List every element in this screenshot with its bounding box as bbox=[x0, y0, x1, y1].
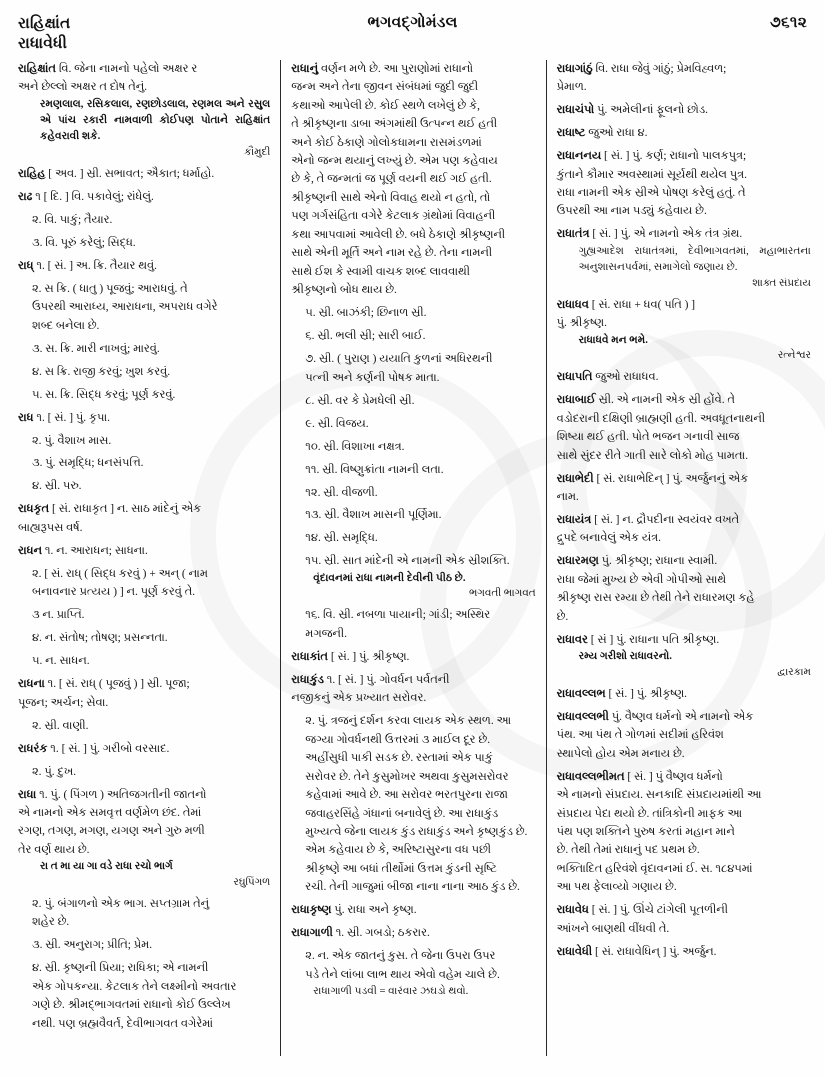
entry-citation: કૌમુદી bbox=[244, 146, 271, 158]
headword: રાધાભેદી bbox=[556, 472, 594, 485]
entry-headword-line: ૨. પું. દુખ. bbox=[32, 765, 77, 778]
entry-definition-line: એનો જન્મ થયાનું લખ્યું છે. એમ પણ કહેવાય bbox=[291, 155, 498, 167]
entry-definition-line: પું. શ્રીકૃષ્ણ. bbox=[556, 317, 607, 330]
dictionary-entry bbox=[18, 363, 270, 381]
entry-headword-line: ૬. સ્રી. ભલી સ્રી; સારી બાઈ. bbox=[305, 330, 426, 343]
entry-citation: ભગવતી ભાગવત bbox=[468, 588, 536, 600]
entry-definition-line: ગણે છે. શ્રીમદ્ભાગવતમાં રાધાનો કોઈ ઉલ્લેખ bbox=[32, 999, 231, 1012]
dictionary-entry bbox=[291, 901, 535, 919]
headword: રાધાચંપો bbox=[556, 104, 595, 117]
columns-container bbox=[0, 56, 825, 1066]
entry-headword-line: રાધાવેધી [ સં. રાધાવેધિન્ ] પું. અર્જુન. bbox=[556, 945, 717, 958]
entry-headword-line: ૧૨. સ્રી. વીજળી. bbox=[305, 486, 378, 499]
entry-definition-line: રાધા નામની એક સ્રીએ પોષણ કરેલું હતું. તે bbox=[556, 186, 746, 199]
entry-definition-line: પત્ની અને કર્ણની પોષક માતા. bbox=[305, 371, 440, 384]
guide-word-first: રાહિક્ષાંત bbox=[18, 15, 71, 32]
dictionary-entry bbox=[291, 350, 535, 387]
entry-headword-line: રાધાકાંત [ સં. ] પું. શ્રીકૃષ્ણ. bbox=[291, 650, 410, 663]
entry-definition-line: મગજની. bbox=[305, 627, 348, 640]
entry-headword-line: રાધાકૃષ્ણ પું. રાધા અને કૃષ્ણ. bbox=[291, 904, 417, 917]
entry-citation: દ્વારકામ bbox=[777, 666, 811, 678]
dictionary-entry bbox=[18, 786, 270, 891]
header-guide-words bbox=[18, 14, 278, 54]
entry-headword-line: રાધ્ ૧. [ સં. ] અ. ક્રિ. તૈયાર થવું. bbox=[18, 259, 157, 272]
entry-headword-line: રાધાપતિ જુઓ રાધાધવ. bbox=[556, 371, 659, 384]
dictionary-entry bbox=[291, 924, 535, 942]
entry-definition-line: ઉપરથી આ નામ પડ્યું કહેવાય છે. bbox=[556, 205, 707, 218]
entry-headword-line: ૪. સ્રી. કૃષ્ણની પ્રિયા; રાધિકા; એ નામની bbox=[32, 962, 209, 975]
dictionary-entry bbox=[18, 340, 270, 358]
dictionary-entry bbox=[18, 652, 270, 670]
headword: રાધ bbox=[18, 411, 34, 424]
entry-headword-line: ૧૬. વિ. સ્રી. નબળા પાયાની; ગાંડી; અસ્થિર bbox=[305, 609, 491, 622]
dictionary-entry bbox=[291, 304, 535, 322]
dictionary-entry bbox=[557, 552, 811, 626]
headword: રાધાતંત્ર bbox=[556, 228, 590, 241]
dictionary-entry bbox=[291, 606, 535, 643]
entry-definition-line: નજીકનું એક પ્રખ્યાત સરોવર. bbox=[291, 692, 427, 705]
entry-definition-line: કુંતાને કૌમાર અવસ્થામાં સૂર્યથી થયેલ પુત્ર. bbox=[556, 168, 747, 181]
entry-headword-line: ૧૫. સ્રી. સાત માંદેની એ નામની એક સ્રીશક્તિ. bbox=[305, 555, 510, 568]
entry-usage-note: રાધાગાળી પડવી = વારંવાર ઝઘડો થવો. bbox=[313, 986, 469, 998]
entry-quotation: રમ્ય ગરીશો રાધાવરનો. bbox=[578, 651, 672, 663]
headword: રાધાકાંત bbox=[291, 650, 328, 663]
dictionary-entry bbox=[557, 631, 811, 680]
dictionary-entry bbox=[291, 415, 535, 433]
dictionary-entry bbox=[557, 511, 811, 548]
dictionary-entry bbox=[291, 506, 535, 524]
entry-headword-line: ૧૩. સ્રી. વૈશાખ માસની પૂર્ણિમા. bbox=[305, 509, 442, 522]
dictionary-entry bbox=[18, 763, 270, 781]
entry-definition-line: મુખ્યત્વે જેના લાયક કુંડ રાધાકુંડ અને કૃષ્ણકુંડ છે. bbox=[305, 826, 528, 838]
headword: રાહિહ bbox=[18, 167, 46, 180]
entry-headword-line: રાધાનું વર્ણન મળે છે. આ પુરાણોમાં રાધાનો bbox=[291, 62, 474, 75]
book-title: ભગવદ્ગોમંડલ bbox=[367, 14, 458, 31]
entry-definition-line: કહેવામાં આવે છે. આ સરોવર ભરતપુરના રાજા bbox=[305, 789, 508, 802]
dictionary-entry bbox=[291, 327, 535, 345]
entry-definition-line: સરોવર છે. તેને કુસુમોખર અથવા કુસુમસરોવર bbox=[305, 770, 509, 783]
headword: રાધાકૃષ્ણ bbox=[291, 904, 332, 917]
entry-headword-line: રાધાગાળી ૧. સ્રી. ગબડો; ઠકરાર. bbox=[291, 927, 430, 940]
dictionary-entry bbox=[18, 629, 270, 647]
entry-definition-line: છે. તેથી તેમાં રાધાનું પદ પ્રથમ છે. bbox=[556, 844, 700, 857]
dictionary-entry bbox=[18, 454, 270, 472]
entry-headword-line: રાધના ૧. [ સં. રાધ્ ( પૂજવું ) ] સ્રી. પૂજા; bbox=[18, 678, 190, 691]
entry-definition-line: તે શ્રીકૃષ્ણના ડાબા અંગમાંથી ઉત્પન્ન થઈ હતી bbox=[291, 118, 498, 131]
dictionary-entry bbox=[18, 409, 270, 427]
entry-definition-line: રાધા જેમાં મુખ્ય છે એવી ગોપીઓ સાથે bbox=[556, 573, 727, 586]
dictionary-entry bbox=[557, 296, 811, 364]
dictionary-entry bbox=[557, 901, 811, 938]
entry-headword-line: ૨. ન. એક જાતનું કુસ. તે જેના ઉપરા ઉપર bbox=[305, 950, 496, 963]
dictionary-entry bbox=[18, 280, 270, 335]
entry-citation: રત્નેશ્વર bbox=[777, 350, 811, 362]
entry-definition-line: શિષ્યા થઈ હતી. પોતે ભજન ગનાવી સાજ bbox=[556, 431, 740, 444]
dictionary-entry bbox=[291, 438, 535, 456]
entry-headword-line: ૮. સ્રી. વર કે પ્રેમધેલી સ્રી. bbox=[305, 394, 415, 407]
entry-definition-line: શ્રીકૃષ્ણની સાથે એનો વિવાહ થયો ન હતો, તો bbox=[291, 191, 491, 204]
headword: રાધાવેધી bbox=[556, 945, 593, 958]
entry-definition-line: સાથે ઈશ કે સ્વામી વાચક શબ્દ લાવવાથી bbox=[291, 265, 471, 278]
dictionary-entry bbox=[291, 461, 535, 479]
dictionary-entry bbox=[557, 685, 811, 703]
entry-headword-line: રાધાવર [ સં ] પું. રાધાના પતિ શ્રીકૃષ્ણ. bbox=[556, 633, 720, 646]
entry-headword-line: રાધાવલ્લભી પું. વૈષ્ણવ ધર્મનો એ નામનો એક bbox=[556, 710, 754, 723]
entry-headword-line: ૨. પું. ત્રજનું દર્શન કરવા લાયક એક સ્થળ. આ bbox=[305, 715, 512, 728]
headword: રાધાનનય bbox=[556, 150, 602, 163]
entry-headword-line: રાધાતંત્ર [ સં. ] પું. એ નામનો એક તંત્ર ગ્રંથ. bbox=[556, 228, 743, 241]
entry-headword-line: ૧૪. સ્રી. સમૃદ્ધિ. bbox=[305, 532, 378, 545]
entry-definition-line: કથાઓ આપેલી છે. કોઈ સ્થળે લખેલું છે કે, bbox=[291, 99, 480, 112]
headword: રાધાગાંઠું bbox=[556, 62, 593, 75]
entry-headword-line: ૭. સ્રી. ( પુરાણ ) યયાતિ કુળનાં અધિરથની bbox=[305, 353, 493, 366]
guide-word-last: રાધાવેધી bbox=[18, 34, 68, 52]
headword: રાધારમણ bbox=[556, 555, 599, 568]
headword: રાધાવેધ bbox=[556, 904, 589, 917]
headword: રાધાવલ્લભીમત bbox=[556, 770, 625, 783]
entry-headword-line: રાધકૃત [ સં. રાધાકૃત ] ન. સાઠ માંદેનું એક bbox=[18, 503, 202, 516]
headword: રાધન bbox=[18, 544, 43, 557]
entry-headword-line: રાધાબાઈ સ્રી. એ નામની એક સ્રી હોંવે. તે bbox=[556, 394, 735, 407]
dictionary-entry bbox=[18, 188, 270, 206]
entry-headword-line: રાધારમણ પું. શ્રીકૃષ્ણ; રાધાના સ્વામી. bbox=[556, 555, 718, 568]
headword: રાધકૃત bbox=[18, 503, 50, 516]
dictionary-entry bbox=[18, 565, 270, 602]
entry-definition-line: સાથે સુંદર રીતે ગાતી સારે લોકો મોહ પામતા. bbox=[556, 449, 749, 462]
entry-headword-line: ૩. સ. ક્રિ. મારી નાખવું; મારવું. bbox=[32, 342, 160, 355]
dictionary-entry bbox=[291, 60, 535, 300]
headword: રાધરંક bbox=[18, 742, 48, 755]
entry-definition-line: નથી. પણ બ્રહ્મવૈવર્ત, દેવીભાગવત વગેરેમાં bbox=[32, 1017, 214, 1030]
entry-headword-line: રાધાગાંઠું વિ. રાધા જેવું ગાંઠું; પ્રેમવિહ્વળ; bbox=[556, 62, 727, 75]
entry-definition-line: એક ગોપકન્યા. કેટલાક તેને લક્ષ્મીનો અવતાર bbox=[32, 980, 237, 993]
dictionary-entry bbox=[557, 391, 811, 465]
dictionary-entry bbox=[557, 60, 811, 97]
entry-headword-line: ૨. [ સં. રાધ્ ( સિદ્ધ કરવું ) + અન્ ( નામ bbox=[32, 567, 208, 580]
headword: રાધાપતિ bbox=[556, 371, 593, 384]
dictionary-entry bbox=[291, 484, 535, 502]
dictionary-entry bbox=[557, 943, 811, 961]
headword: રાધાવલ્લભ bbox=[556, 687, 606, 700]
dictionary-entry bbox=[557, 147, 811, 221]
entry-definition-line: નામ. bbox=[556, 490, 579, 503]
entry-headword-line: ૩. સ્રી. અનુરાગ; પ્રીતિ; પ્રેમ. bbox=[32, 939, 153, 952]
entry-headword-line: ૫. ન. સાધન. bbox=[32, 655, 90, 668]
dictionary-entry bbox=[557, 101, 811, 119]
entry-definition-line: પંથ. આ પંથ તે ગોળમાં સદીમાં હરિવંશ bbox=[556, 729, 724, 742]
entry-headword-line: ૨. સ ક્રિ. ( ધાતુ ) પૂજવું; આરાધવું. તે bbox=[32, 282, 188, 295]
entry-definition-line: સ્થાપેલો હોય એમ મનાય છે. bbox=[556, 747, 685, 760]
page-header bbox=[0, 0, 825, 56]
entry-definition-line: અને કોઈ ઠેકાણે ગોલોકધામના રાસમંડળમાં bbox=[291, 136, 482, 149]
entry-citation: શાક્ત સંપ્રદાય bbox=[752, 277, 811, 289]
dictionary-entry bbox=[557, 124, 811, 142]
dictionary-entry bbox=[18, 717, 270, 735]
entry-definition-line: આંખને બાણથી વીંધવી તે. bbox=[556, 922, 670, 935]
entry-definition-line: જવાહરસિંહે ગંધાનાં બનાવેલું છે. આ રાધાકુંડ bbox=[305, 807, 499, 820]
entry-headword-line: ૪. ન. સંતોષ; તોષણ; પ્રસન્નતા. bbox=[32, 632, 168, 645]
entry-headword-line: ૨. પું. વૈશાખ માસ. bbox=[32, 434, 112, 447]
entry-definition-line: એમ કહેવાય છે કે, અરિષ્ટાસુરના વધ પછી bbox=[305, 844, 492, 857]
entry-definition-line: શબ્દ બનેલા છે. bbox=[32, 319, 100, 332]
dictionary-entry bbox=[18, 500, 270, 537]
entry-headword-line: ૨. સ્રી. વાણી. bbox=[32, 719, 89, 732]
entry-definition-line: દ્રુપદે બનાવેલું એક યંત્ર. bbox=[556, 532, 662, 545]
entry-definition-line: પૂજન; અર્ચન; સેવા. bbox=[18, 696, 109, 709]
dictionary-entry bbox=[291, 671, 535, 708]
entry-definition-line: બાહ્યરૂપસ વર્ષ. bbox=[18, 521, 83, 534]
entry-headword-line: રાહિહ [ અવ. ] સ્રી. સભાવત; ઐકાત; ધર્માહો. bbox=[18, 167, 215, 180]
dictionary-entry bbox=[18, 675, 270, 712]
entry-headword-line: રાધાચંપો પું. અમેલીનાં ફૂલનો છોડ. bbox=[556, 104, 708, 117]
entry-headword-line: ૧૧. સ્રી. વિષ્ણુક્રાંતા નામની લતા. bbox=[305, 463, 444, 476]
entry-definition-line: અને છેલ્લો અક્ષર ત દોષ તેનું. bbox=[18, 81, 148, 94]
entry-headword-line: રાધાવલ્લભીમત [ સં. ] પું વૈષ્ણવ ધર્મનો bbox=[556, 770, 723, 783]
entry-definition-line: શ્રીકૃષ્ણ રાસ રમ્યા છે તેથી તેને રાધારમણ કહે bbox=[556, 592, 755, 605]
entry-headword-line: રાધ ૧. [ સં. ] પું. કૃપા. bbox=[18, 411, 111, 424]
entry-headword-line: ૩ ન. પ્રાપ્તિ. bbox=[32, 609, 85, 622]
headword: રાઢ bbox=[18, 190, 33, 203]
entry-quotation: રા ત મા યા ગા વડે રાધા રચો ભાર્ગ bbox=[40, 861, 173, 873]
headword: રાધના bbox=[18, 678, 45, 691]
entry-headword-line: રાધાનનય [ સં. ] પું. કર્ણ; રાધાનો પાલકપુત્ર; bbox=[556, 150, 747, 163]
entry-headword-line: ૪. સ ક્રિ. રાજી કરવું; ખુશ કરવું. bbox=[32, 365, 171, 378]
headword: રાધાવલ્લભી bbox=[556, 710, 609, 723]
entry-headword-line: રાઢ ૧ [ દિ. ] વિ. પકાવેલું; રાંધેલું. bbox=[18, 190, 154, 203]
dictionary-entry bbox=[557, 768, 811, 897]
dictionary-entry bbox=[557, 368, 811, 386]
entry-definition-line: સાથે એની મૂર્તિ અને નામ રહે છે. તેના નામની bbox=[291, 247, 493, 260]
entry-headword-line: રાધાભેદી [ સં. રાધાભેદિન્ ] પું. અર્જુનનું એક bbox=[556, 472, 749, 485]
dictionary-entry bbox=[18, 542, 270, 560]
headword: રાહિક્ષાંત bbox=[18, 62, 56, 75]
entry-definition-line: પંથ પણ શક્તિને પુરુષ કરતાં મહાન માને bbox=[556, 825, 735, 838]
dictionary-entry bbox=[18, 936, 270, 954]
headword: રાધાવર bbox=[556, 633, 588, 646]
entry-quotation: વૃંદાવનમાં રાધા નામની દેવીની પીઠ છે. bbox=[313, 572, 466, 584]
dictionary-entry bbox=[18, 740, 270, 758]
entry-headword-line: રાધા ૧. પું. ( પિંગળ ) અતિજગતીની જાતનો bbox=[18, 788, 207, 801]
page-number: ૭૬૧૨ bbox=[770, 14, 807, 31]
entry-headword-line: રાધન ૧. ન. આરાધન; સાધના. bbox=[18, 544, 148, 557]
entry-headword-line: રાધાષ્ટ જુઓ રાધા ૪. bbox=[556, 127, 648, 140]
entry-headword-line: ૫. સ. ક્રિ. સિદ્ધ કરવું; પૂર્ણ કરવું. bbox=[32, 388, 176, 401]
entry-definition-line: બનાવનાર પ્રત્યય ) ] ન. પૂર્ણ કરવું તે. bbox=[32, 586, 196, 599]
entry-definition-line: છે કે, તે જન્મતાં જ પૂર્ણ વયની થઈ ગઈ હતી. bbox=[291, 173, 492, 186]
dictionary-entry bbox=[18, 386, 270, 404]
dictionary-entry bbox=[18, 257, 270, 275]
dictionary-entry bbox=[557, 708, 811, 763]
column-3 bbox=[547, 60, 813, 1056]
entry-quotation: રમણલાલ, રસિકલાલ, રણછોડલાલ, રણમલ અને રસુલ એ પાંચ રકારી નામવાળી કોઈપણ પોતાને રાહિક્ષાંત કહેવરાવી શકે. bbox=[40, 98, 271, 143]
entry-definition-line: રગણ, તગણ, મગણ, યગણ અને ગુરુ મળી bbox=[18, 825, 205, 838]
entry-definition-line: વડોદરાની દક્ષિણી બ્રાહ્મણી હતી. અવધૂતનાથની bbox=[556, 412, 766, 425]
entry-definition-line: રચી. તેની ગાજુમાં બીજા નાના નાના આઠ કુંડ છે. bbox=[305, 881, 520, 894]
dictionary-entry bbox=[557, 470, 811, 507]
dictionary-entry bbox=[18, 959, 270, 1033]
dictionary-entry bbox=[18, 165, 270, 183]
entry-headword-line: રાહિક્ષાંત વિ. જેના નામનો પહેલો અક્ષર ર bbox=[18, 62, 198, 75]
dictionary-entry bbox=[291, 947, 535, 1000]
column-1 bbox=[14, 60, 280, 1056]
entry-definition-line: શ્રીકૃષ્ણે આ બધાં તીર્થોમાં ઉત્તમ કુંડની સૃષ્ટિ bbox=[305, 862, 497, 875]
dictionary-entry bbox=[18, 60, 270, 161]
entry-headword-line: ૧૦. સ્રી. વિશાખા નક્ષત્ર. bbox=[305, 440, 405, 453]
headword: રાધા bbox=[18, 788, 37, 801]
entry-headword-line: રાધરંક ૧. [ સં. ] પું. ગરીબો વરસાદ. bbox=[18, 742, 170, 755]
entry-definition-line: કથા આપવામાં આવેલી છે. બધે ઠેકાણે શ્રીકૃષ્ણની bbox=[291, 228, 506, 241]
entry-quotation: ગુહ્યઆદેશ રાધાતંત્રમાં, દેવીભાગવતમાં, મહાભારતના અનુશાસનપર્વમાં, સમાગેલો જણાય છે. bbox=[578, 245, 811, 274]
entry-definition-line: પ્રેમાળ. bbox=[556, 81, 587, 94]
entry-headword-line: રાધાવલ્લભ [ સં. ] પું. શ્રીકૃષ્ણ. bbox=[556, 687, 688, 700]
entry-definition-line: આ પથ ફેલાવ્યો ગણાય છે. bbox=[556, 881, 677, 894]
entry-definition-line: એ નામનો એક સમવૃત્ત વર્ણમેળ છંદ. તેમાં bbox=[18, 806, 202, 819]
headword: રાધાગાળી bbox=[291, 927, 333, 940]
headword: રાધાબાઈ bbox=[556, 394, 596, 407]
entry-headword-line: ૨. પું. બંગાળનો એક ભાગ. સપ્તગ્રામ તેનું bbox=[32, 897, 210, 910]
entry-definition-line: જગ્યા ગોવર્ધનથી ઉત્તરમાં ૩ માઈલ દૂર છે. bbox=[305, 733, 491, 746]
entry-definition-line: ઉપરથી આરાધ્ય, આરાધના, અપરાધ વગેરે bbox=[32, 301, 218, 314]
entry-headword-line: ૩. વિ. પૂરું કરેલું; સિદ્ધ. bbox=[32, 236, 136, 249]
entry-quotation: રાધાધવે મન ભમે. bbox=[578, 334, 648, 346]
dictionary-entry bbox=[291, 648, 535, 666]
dictionary-entry bbox=[18, 895, 270, 932]
entry-definition-line: શહેર છે. bbox=[32, 916, 70, 929]
entry-citation: રઘુપિંગળ bbox=[233, 876, 271, 888]
entry-definition-line: અહીંસુધી પાકી સડક છે. રસ્તામાં એક પાકું bbox=[305, 752, 493, 765]
dictionary-entry bbox=[291, 392, 535, 410]
entry-headword-line: રાધાવેધ [ સં. ] પું. ઊંચે ટાંગેલી પૂતળીની bbox=[556, 904, 729, 917]
dictionary-entry bbox=[557, 225, 811, 291]
column-2 bbox=[280, 60, 546, 1056]
entry-definition-line: ભક્તિાદિત હરિવંશે વૃંદાવનમાં ઈ. સ. ૧૮૪૫માં bbox=[556, 862, 753, 875]
entry-headword-line: ૪. સ્રી. પરુ. bbox=[32, 480, 82, 493]
dictionary-entry bbox=[291, 712, 535, 897]
entry-definition-line: છે. bbox=[556, 610, 569, 623]
headword: રાધાયંત્ર bbox=[556, 513, 592, 526]
dictionary-entry bbox=[18, 211, 270, 229]
dictionary-entry bbox=[18, 477, 270, 495]
headword: રાધાકુંડ bbox=[291, 673, 324, 686]
headword: રાધાધવ bbox=[556, 298, 589, 311]
headword: રાધાષ્ટ bbox=[556, 127, 586, 140]
dictionary-entry bbox=[18, 234, 270, 252]
entry-headword-line: રાધાકુંડ ૧. [ સં. ] પું. ગોવર્ધન પર્વતની bbox=[291, 673, 450, 686]
dictionary-entry bbox=[18, 606, 270, 624]
entry-headword-line: ૨. વિ. પાકું; તૈયાર. bbox=[32, 213, 113, 226]
entry-definition-line: એ નામનો સંપ્રદાય. સનકાદિ સંપ્રદાયમાંથી આ bbox=[556, 789, 762, 802]
entry-headword-line: ૯. સ્રી. વિજય. bbox=[305, 417, 369, 430]
headword: રાધ્ bbox=[18, 259, 34, 272]
entry-definition-line: પડે તેને લાંબા લાભ થાય એવો વહેમ ચાલે છે. bbox=[305, 968, 500, 981]
dictionary-entry bbox=[291, 529, 535, 547]
entry-definition-line: તેર વર્ણ થાય છે. bbox=[18, 843, 90, 856]
headword: રાધાનું bbox=[291, 62, 319, 75]
dictionary-entry bbox=[291, 552, 535, 601]
entry-headword-line: રાધાધવ [ સં. રાધા + ધવ( પતિ ) ] bbox=[556, 298, 696, 311]
entry-definition-line: પણ ગર્ગસંહિતા વગેરે કેટલાક ગ્રંથોમાં વિવાહની bbox=[291, 210, 496, 223]
entry-headword-line: ૩. પું. સમૃદ્ધિ; ધનસંપત્તિ. bbox=[32, 457, 144, 470]
dictionary-entry bbox=[18, 432, 270, 450]
entry-definition-line: સંપ્રદાય પેદા થયો છે. તાંત્રિકોની માફક આ bbox=[556, 807, 742, 820]
entry-headword-line: ૫. સ્રી. બાઝંકી; છિનાળ સ્રી. bbox=[305, 307, 427, 320]
entry-headword-line: રાધાયંત્ર [ સં. ] ન. દ્રૌપદીના સ્વયંવર વખતે bbox=[556, 513, 740, 526]
entry-definition-line: જન્મ અને તેના જીવન સંબંધમાં જુદી જુદી bbox=[291, 81, 479, 94]
entry-definition-line: શ્રીકૃષ્ણનો બોધ થાય છે. bbox=[291, 284, 397, 297]
